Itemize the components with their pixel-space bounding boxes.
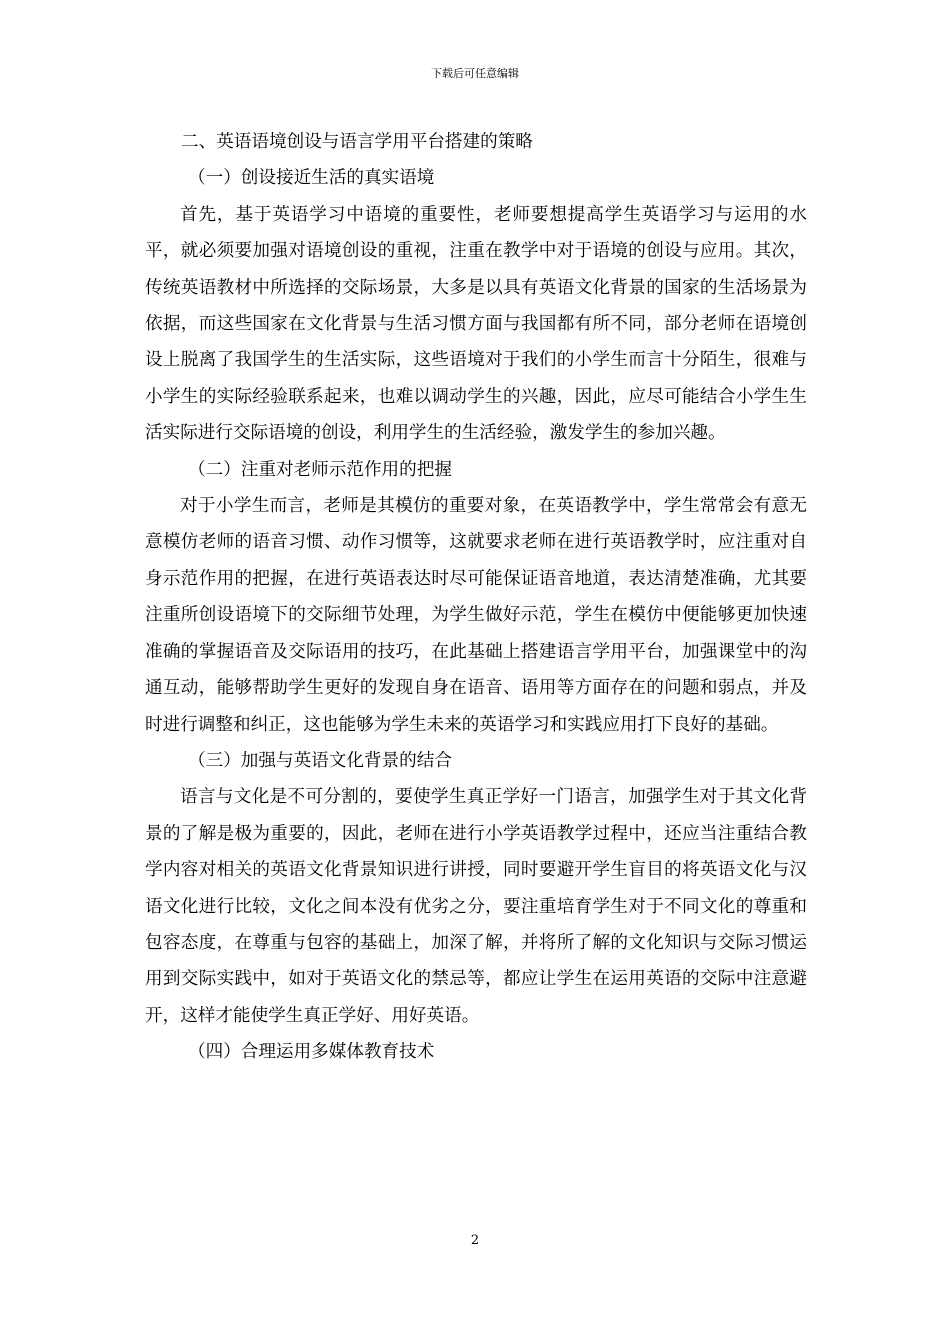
paragraph-1: 首先，基于英语学习中语境的重要性，老师要想提高学生英语学习与运用的水平，就必须要加强对语境创设的重视，注重在教学中对于语境的创设与应用。其次，传统英语教材中所选择的交际场景，大多是以具有英语文化背景的国家的生活场景为依据，而这些国家在文化背景与生活习惯方面与我国都有所不同，部分老师在语境创设上脱离了我国学生的生活实际，这些语境对于我们的小学生而言十分陌生，很难与小学生的实际经验联系起来，也难以调动学生的兴趣，因此，应尽可能结合小学生生活实际进行交际语境的创设，利用学生的生活经验，激发学生的参加兴趣。 [145,204,807,444]
subsection-heading-4: （四）合理运用多媒体教育技术 [188,1042,435,1063]
subsection-heading-1: （一）创设接近生活的真实语境 [188,168,435,189]
subsection-heading-3: （三）加强与英语文化背景的结合 [188,750,452,771]
paragraph-2: 对于小学生而言，老师是其模仿的重要对象，在英语教学中，学生常常会有意无意模仿老师的语音习惯、动作习惯等，这就要求老师在进行英语教学时，应注重对自身示范作用的把握，在进行英语表达时尽可能保证语音地道，表达清楚准确，尤其要注重所创设语境下的交际细节处理，为学生做好示范，学生在模仿中便能够更加快速准确的掌握语音及交际语用的技巧，在此基础上搭建语言学用平台，加强课堂中的沟通互动，能够帮助学生更好的发现自身在语音、语用等方面存在的问题和弱点，并及时进行调整和纠正，这也能够为学生未来的英语学习和实践应用打下良好的基础。 [145,496,807,735]
paragraph-3: 语言与文化是不可分割的，要使学生真正学好一门语言，加强学生对于其文化背景的了解是极为重要的，因此，老师在进行小学英语教学过程中，还应当注重结合教学内容对相关的英语文化背景知识进行讲授，同时要避开学生盲目的将英语文化与汉语文化进行比较，文化之间本没有优劣之分，要注重培育学生对于不同文化的尊重和包容态度，在尊重与包容的基础上，加深了解，并将所了解的文化知识与交际习惯运用到交际实践中，如对于英语文化的禁忌等，都应让学生在运用英语的交际中注意避开，这样才能使学生真正学好、用好英语。 [145,787,807,1026]
page-header: 下载后可任意编辑 [431,67,519,80]
section-title: 二、英语语境创设与语言学用平台搭建的策略 [181,132,533,152]
document-body [145,124,807,1071]
subsection-heading-2: （二）注重对老师示范作用的把握 [188,459,452,480]
page-number: 2 [470,1233,480,1248]
